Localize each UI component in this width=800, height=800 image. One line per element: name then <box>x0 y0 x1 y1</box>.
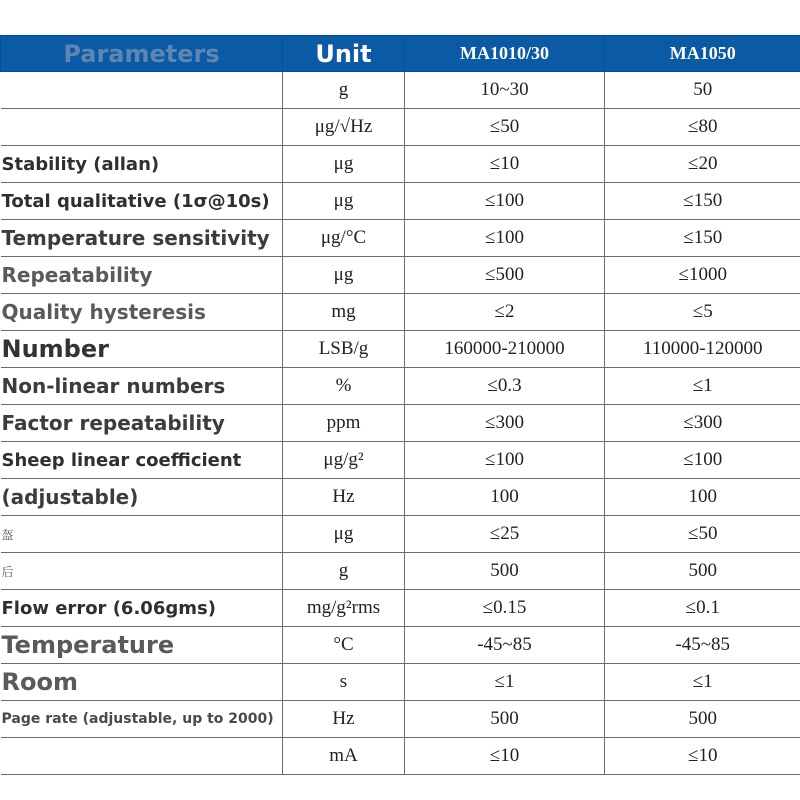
param-cell: Temperature sensitivity <box>1 220 283 257</box>
ma1010-value: -45~85 <box>405 627 605 664</box>
param-cell: Repeatability <box>1 257 283 294</box>
param-cell: Temperature <box>1 627 283 664</box>
ma1050-value: 500 <box>605 701 800 738</box>
unit-cell: Hz <box>283 701 405 738</box>
table-row <box>1 294 800 331</box>
unit-cell: °C <box>283 627 405 664</box>
unit-cell: mg <box>283 294 405 331</box>
ma1010-value: ≤0.3 <box>405 368 605 405</box>
param-cell: Sheep linear coefficient <box>1 442 283 479</box>
param-cell: Flow error (6.06gms) <box>1 590 283 627</box>
ma1050-value: ≤0.1 <box>605 590 800 627</box>
table-row <box>1 664 800 701</box>
spec-table <box>0 35 800 775</box>
ma1050-value: ≤5 <box>605 294 800 331</box>
param-cell <box>1 109 283 146</box>
ma1010-value: 100 <box>405 479 605 516</box>
unit-cell: μg/g² <box>283 442 405 479</box>
param-cell: 盔 <box>1 516 283 553</box>
ma1050-value: ≤150 <box>605 183 800 220</box>
ma1010-value: ≤100 <box>405 442 605 479</box>
unit-cell: μg <box>283 516 405 553</box>
unit-cell: μg <box>283 183 405 220</box>
ma1050-value: ≤80 <box>605 109 800 146</box>
unit-cell: Hz <box>283 479 405 516</box>
unit-cell: ppm <box>283 405 405 442</box>
table-row <box>1 109 800 146</box>
unit-cell: μg <box>283 257 405 294</box>
ma1010-value: ≤10 <box>405 738 605 775</box>
header-model-ma1010-30: MA1010/30 <box>405 36 605 72</box>
param-cell: Page rate (adjustable, up to 2000) <box>1 701 283 738</box>
unit-cell: % <box>283 368 405 405</box>
ma1010-value: ≤1 <box>405 664 605 701</box>
ma1050-value: ≤10 <box>605 738 800 775</box>
param-cell <box>1 738 283 775</box>
ma1050-value: ≤50 <box>605 516 800 553</box>
unit-cell: mA <box>283 738 405 775</box>
ma1010-value: 500 <box>405 701 605 738</box>
ma1050-value: ≤150 <box>605 220 800 257</box>
table-row <box>1 331 800 368</box>
unit-cell: μg/°C <box>283 220 405 257</box>
table-row <box>1 183 800 220</box>
unit-cell: g <box>283 553 405 590</box>
param-cell: Non-linear numbers <box>1 368 283 405</box>
ma1050-value: ≤20 <box>605 146 800 183</box>
param-cell: (adjustable) <box>1 479 283 516</box>
ma1010-value: 500 <box>405 553 605 590</box>
param-cell: Stability (allan) <box>1 146 283 183</box>
ma1010-value: ≤0.15 <box>405 590 605 627</box>
unit-cell: LSB/g <box>283 331 405 368</box>
param-cell: Number <box>1 331 283 368</box>
ma1010-value: ≤500 <box>405 257 605 294</box>
table-row <box>1 479 800 516</box>
ma1010-value: ≤100 <box>405 220 605 257</box>
ma1050-value: ≤1000 <box>605 257 800 294</box>
param-cell: Quality hysteresis <box>1 294 283 331</box>
table-body <box>1 72 800 775</box>
ma1010-value: ≤50 <box>405 109 605 146</box>
ma1050-value: ≤1 <box>605 664 800 701</box>
ma1050-value: 500 <box>605 553 800 590</box>
param-cell: Total qualitative (1σ@10s) <box>1 183 283 220</box>
unit-cell: μg/√Hz <box>283 109 405 146</box>
table-row <box>1 368 800 405</box>
header-model-ma1050: MA1050 <box>605 36 800 72</box>
ma1050-value: ≤1 <box>605 368 800 405</box>
header-unit: Unit <box>283 36 405 72</box>
ma1050-value: 100 <box>605 479 800 516</box>
unit-cell: g <box>283 72 405 109</box>
table-row <box>1 516 800 553</box>
ma1010-value: 10~30 <box>405 72 605 109</box>
unit-cell: mg/g²rms <box>283 590 405 627</box>
table-row <box>1 405 800 442</box>
param-cell: 后 <box>1 553 283 590</box>
table-row <box>1 701 800 738</box>
table-row <box>1 146 800 183</box>
table-row <box>1 738 800 775</box>
ma1050-value: 50 <box>605 72 800 109</box>
header-parameters: Parameters <box>1 36 283 72</box>
table-row <box>1 627 800 664</box>
ma1010-value: ≤100 <box>405 183 605 220</box>
table-row <box>1 257 800 294</box>
ma1010-value: ≤10 <box>405 146 605 183</box>
param-cell: Room <box>1 664 283 701</box>
ma1050-value: ≤100 <box>605 442 800 479</box>
unit-cell: μg <box>283 146 405 183</box>
table-row <box>1 553 800 590</box>
param-cell <box>1 72 283 109</box>
table-row <box>1 72 800 109</box>
unit-cell: s <box>283 664 405 701</box>
ma1010-value: ≤25 <box>405 516 605 553</box>
param-cell: Factor repeatability <box>1 405 283 442</box>
ma1050-value: -45~85 <box>605 627 800 664</box>
ma1050-value: 110000-120000 <box>605 331 800 368</box>
header-row <box>1 36 800 72</box>
ma1010-value: ≤2 <box>405 294 605 331</box>
table-row <box>1 590 800 627</box>
ma1010-value: ≤300 <box>405 405 605 442</box>
ma1050-value: ≤300 <box>605 405 800 442</box>
table-row <box>1 442 800 479</box>
ma1010-value: 160000-210000 <box>405 331 605 368</box>
table-row <box>1 220 800 257</box>
